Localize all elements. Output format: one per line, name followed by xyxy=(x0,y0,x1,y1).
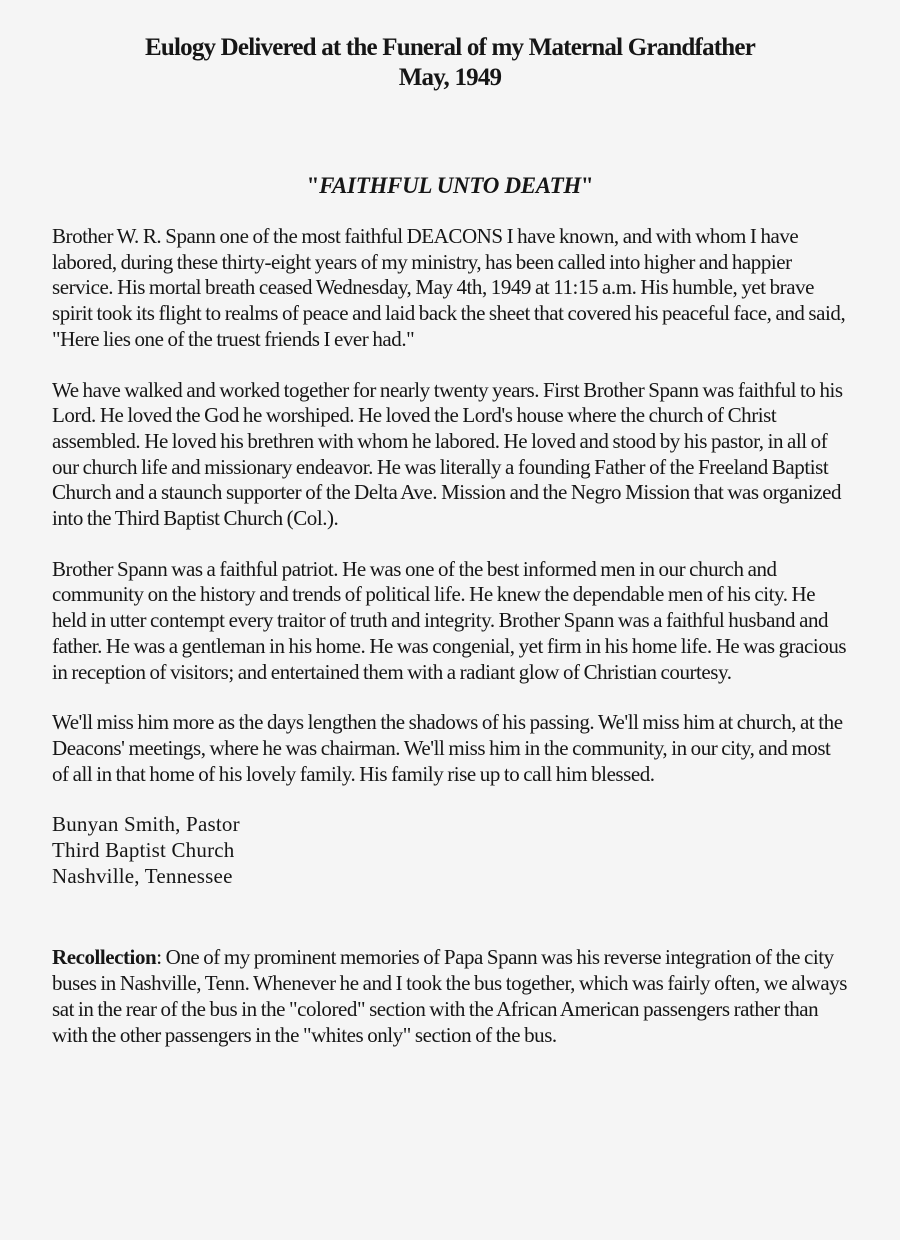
signature-church: Third Baptist Church xyxy=(52,838,235,863)
recollection-label: Recollection xyxy=(52,945,157,970)
heading-close-quote: " xyxy=(580,173,594,198)
paragraph-4: We'll miss him more as the days lengthen the shadows of his passing. We'll miss him at church, at the Deacons' meetings, where he was chairman. We'll miss him in the community, in our city, and most of all in that home of his lovely family. His family rise up to call him blessed. xyxy=(52,710,843,786)
document-title-block xyxy=(52,33,848,93)
signature-name: Bunyan Smith, Pastor xyxy=(52,812,240,837)
heading-open-quote: " xyxy=(306,173,320,198)
recollection-paragraph xyxy=(52,945,848,1048)
heading-text: FAITHFUL UNTO DEATH xyxy=(319,173,581,198)
signature-block xyxy=(52,812,848,889)
document-title: Eulogy Delivered at the Funeral of my Maternal Grandfather xyxy=(145,34,755,61)
eulogy-heading xyxy=(52,173,848,199)
signature-city: Nashville, Tennessee xyxy=(52,863,233,888)
paragraph-3: Brother Spann was a faithful patriot. He was one of the best informed men in our church and community on the history and trends of political life. He knew the dependable men of his city. He held in utter contempt every traitor of truth and integrity. Brother Spann was a faithful husband and father. He was a gentleman in his home. He was congenial, yet firm in his home life. He was gracious in reception of visitors; and entertained them with a radiant glow of Christian courtesy. xyxy=(52,556,847,684)
document-date: May, 1949 xyxy=(398,64,502,91)
paragraph-1: Brother W. R. Spann one of the most faithful DEACONS I have known, and with whom I have labored, during these thirty-eight years of my ministry, has been called into higher and happier service. His mortal breath ceased Wednesday, May 4th, 1949 at 11:15 a.m. His humble, yet brave spirit took its flight to realms of peace and laid back the sheet that covered his peaceful face, and said, "Here lies one of the truest friends I ever had." xyxy=(52,224,846,351)
paragraph-2: We have walked and worked together for nearly twenty years. First Brother Spann was faithful to his Lord. He loved the God he worshiped. He loved the Lord's house where the church of Christ assembled. He loved his brethren with whom he labored. He loved and stood by his pastor, in all of our church life and missionary endeavor. He was literally a founding Father of the Freeland Baptist Church and a staunch supporter of the Delta Ave. Mission and the Negro Mission that was organized into the Third Baptist Church (Col.). xyxy=(52,377,843,531)
recollection-text: : One of my prominent memories of Papa Spann was his reverse integration of the city buses in Nashville, Tenn. Whenever he and I took the bus together, which was fairly often, we always sat in the rear of the bus in the "colored" section with the African American passengers rather than with the other passengers in the "whites only" section of the bus. xyxy=(52,945,847,1047)
